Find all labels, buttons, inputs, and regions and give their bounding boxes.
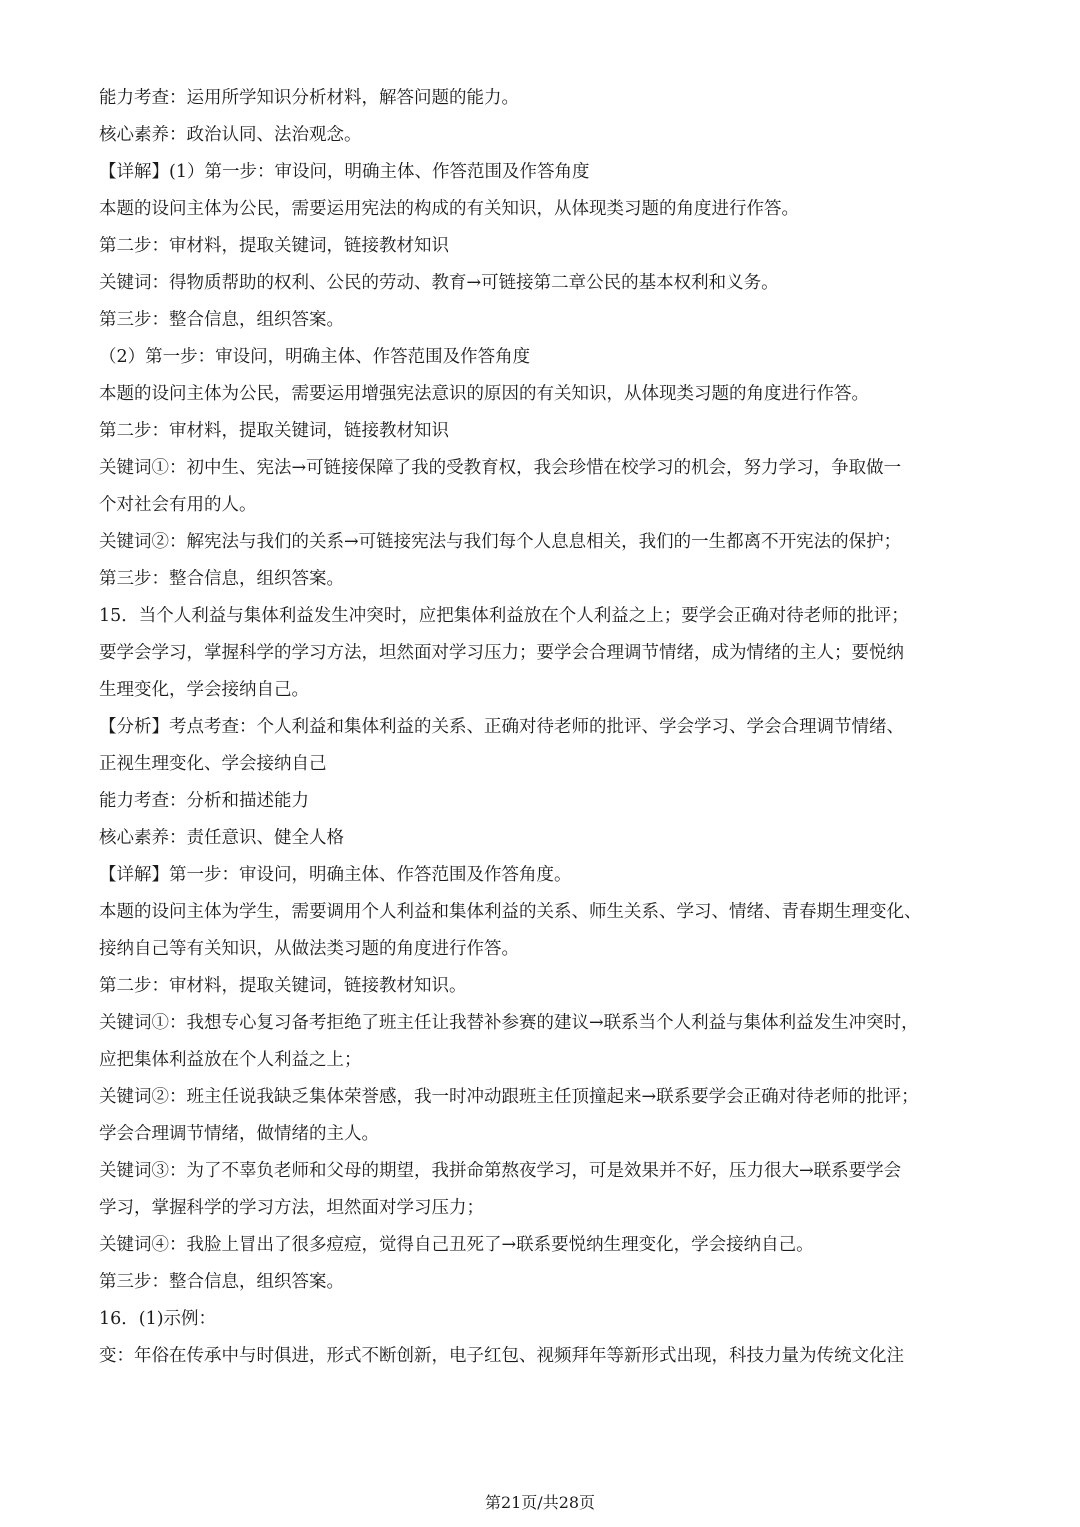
text-line: 本题的设问主体为学生，需要调用个人利益和集体利益的关系、师生关系、学习、情绪、青春期生理变化、	[99, 902, 922, 922]
text-line: 关键词：得物质帮助的权利、公民的劳动、教育→可链接第二章公民的基本权利和义务。	[99, 273, 779, 293]
text-line: 学会合理调节情绪，做情绪的主人。	[99, 1124, 379, 1144]
text-line: 核心素养：责任意识、健全人格	[99, 828, 344, 848]
text-line: 【详解】(1）第一步：审设问，明确主体、作答范围及作答角度	[99, 162, 590, 182]
text-line: 关键词③：为了不辜负老师和父母的期望，我拼命第熬夜学习，可是效果并不好，压力很大→联系要学会	[99, 1161, 902, 1181]
text-line: 变：年俗在传承中与时俱进，形式不断创新，电子红包、视频拜年等新形式出现，科技力量为传统文化注	[99, 1346, 904, 1366]
text-line: 正视生理变化、学会接纳自己	[99, 754, 327, 774]
text-line: 关键词②：解宪法与我们的关系→可链接宪法与我们每个人息息相关，我们的一生都离不开宪法的保护；	[99, 532, 902, 552]
text-line: 生理变化，学会接纳自己。	[99, 680, 309, 700]
page-number-footer: 第21页/共28页	[484, 1493, 596, 1512]
text-line: 接纳自己等有关知识，从做法类习题的角度进行作答。	[99, 939, 519, 959]
text-line: 本题的设问主体为公民，需要运用宪法的构成的有关知识，从体现类习题的角度进行作答。	[99, 199, 799, 219]
text-line: 应把集体利益放在个人利益之上；	[99, 1050, 362, 1070]
question-16-answer: 16．(1)示例：	[99, 1309, 217, 1329]
text-line: 第二步：审材料，提取关键词，链接教材知识	[99, 236, 449, 256]
text-line: 能力考查：运用所学知识分析材料，解答问题的能力。	[99, 88, 519, 108]
text-line: 学习，掌握科学的学习方法，坦然面对学习压力；	[99, 1198, 484, 1218]
text-line: 第三步：整合信息，组织答案。	[99, 310, 344, 330]
text-line: （2）第一步：审设问，明确主体、作答范围及作答角度	[99, 347, 531, 367]
text-line: 要学会学习，掌握科学的学习方法，坦然面对学习压力；要学会合理调节情绪，成为情绪的主人；要悦纳	[99, 643, 904, 663]
question-15-answer: 15．当个人利益与集体利益发生冲突时，应把集体利益放在个人利益之上；要学会正确对待老师的批评；	[99, 606, 909, 626]
text-line: 核心素养：政治认同、法治观念。	[99, 125, 362, 145]
text-line: 第三步：整合信息，组织答案。	[99, 1272, 344, 1292]
text-line: 关键词②：班主任说我缺乏集体荣誉感，我一时冲动跟班主任顶撞起来→联系要学会正确对待老师的批评；	[99, 1087, 919, 1107]
text-line: 本题的设问主体为公民，需要运用增强宪法意识的原因的有关知识，从体现类习题的角度进行作答。	[99, 384, 869, 404]
text-line: 个对社会有用的人。	[99, 495, 257, 515]
detail-heading: 【详解】第一步：审设问，明确主体、作答范围及作答角度。	[99, 865, 572, 885]
text-line: 第二步：审材料，提取关键词，链接教材知识	[99, 421, 449, 441]
analysis-heading: 【分析】考点考查：个人利益和集体利益的关系、正确对待老师的批评、学会学习、学会合理调节情绪、	[99, 717, 904, 737]
text-line: 关键词①：我想专心复习备考拒绝了班主任让我替补参赛的建议→联系当个人利益与集体利益发生冲突时，	[99, 1013, 919, 1033]
text-line: 第二步：审材料，提取关键词，链接教材知识。	[99, 976, 467, 996]
text-line: 第三步：整合信息，组织答案。	[99, 569, 344, 589]
text-line: 关键词④：我脸上冒出了很多痘痘，觉得自己丑死了→联系要悦纳生理变化，学会接纳自己。	[99, 1235, 814, 1255]
text-line: 关键词①：初中生、宪法→可链接保障了我的受教育权，我会珍惜在校学习的机会，努力学习，争取做一	[99, 458, 902, 478]
text-line: 能力考查：分析和描述能力	[99, 791, 309, 811]
document-body	[99, 80, 983, 1375]
